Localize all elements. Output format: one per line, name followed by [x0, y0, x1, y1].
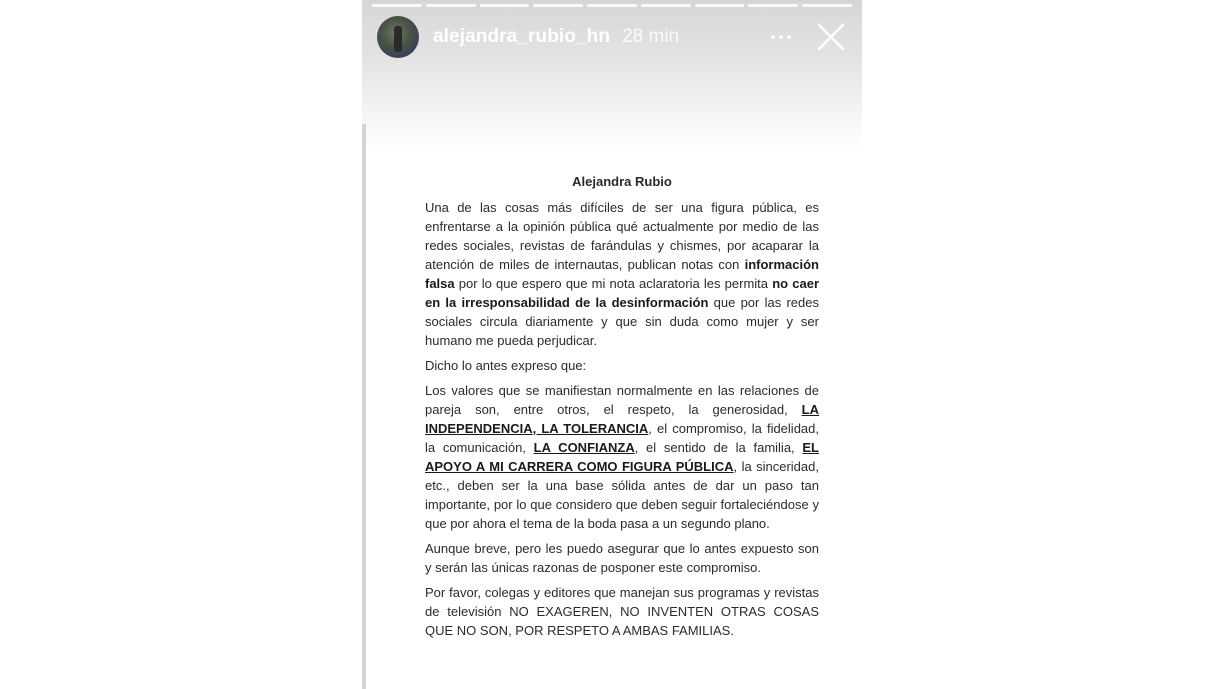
text-run: , el sentido de la familia, [634, 440, 803, 455]
bold-underlined-text: EL APOYO A MI CARRERA COMO FIGURA PÚBLICA [425, 440, 819, 474]
paragraph-2: Dicho lo antes expreso que: [425, 358, 587, 373]
bold-underlined-text: LA CONFIANZA [533, 440, 635, 455]
statement-document [425, 172, 819, 646]
progress-segment [641, 4, 691, 7]
text-run: Una de las cosas más difíciles de ser una figura pública, es enfrentarse a la opinión pública qué actualmente por medio de las redes sociales, revistas de farándulas y chismes, por acaparar la atención de miles de internautas, publican notas con [425, 200, 819, 272]
story-progress-bar [372, 4, 852, 7]
avatar[interactable] [377, 16, 419, 58]
more-options-button[interactable] [766, 22, 796, 52]
text-run: por lo que espero que mi nota aclaratoria les permita [454, 276, 773, 291]
bold-text: no caer en la irresponsabilidad de la desinformación [425, 276, 820, 310]
paragraph-5: Por favor, colegas y editores que manejan sus programas y revistas de televisión NO EXAGEREN, NO INVENTEN OTRAS COSAS QUE NO SON, POR RESPETO A AMBAS FAMILIAS. [425, 585, 819, 638]
document-frame-edge [362, 124, 366, 689]
progress-segment [587, 4, 637, 7]
paragraph-1 [425, 198, 819, 350]
close-icon [816, 22, 846, 52]
username[interactable]: alejandra_rubio_hn [433, 26, 611, 47]
progress-segment [480, 4, 530, 7]
story-header [377, 16, 852, 58]
text-run: Los valores que se manifiestan normalmente en las relaciones de pareja son, entre otros, el respeto, la generosidad, [425, 383, 819, 417]
post-time: 28 min [622, 26, 680, 47]
text-run: que por las redes sociales circula diariamente y que sin duda como mujer y ser humano me pueda perjudicar. [425, 295, 819, 348]
progress-segment [372, 4, 422, 7]
document-title: Alejandra Rubio [572, 174, 672, 189]
progress-segment [533, 4, 583, 7]
progress-segment [748, 4, 798, 7]
story-viewer [362, 0, 862, 689]
progress-segment [426, 4, 476, 7]
close-button[interactable] [816, 22, 846, 52]
progress-segment [695, 4, 745, 7]
bold-text: información falsa [425, 257, 819, 291]
paragraph-3 [425, 381, 819, 533]
progress-segment [802, 4, 852, 7]
text-run: , el compromiso, la fidelidad, la comunicación, [425, 421, 819, 455]
text-run: , la sinceridad, etc., deben ser la una base sólida antes de dar un paso tan importante, por lo que considero que deben seguir fortaleciéndose y que por ahora el tema de la boda pasa a un segundo plano. [425, 459, 819, 531]
paragraph-4: Aunque breve, pero les puedo asegurar que lo antes expuesto son y serán las únicas razonas de posponer este compromiso. [425, 541, 819, 575]
more-horizontal-icon [769, 35, 793, 39]
bold-underlined-text: LA INDEPENDENCIA, LA TOLERANCIA [425, 402, 819, 436]
